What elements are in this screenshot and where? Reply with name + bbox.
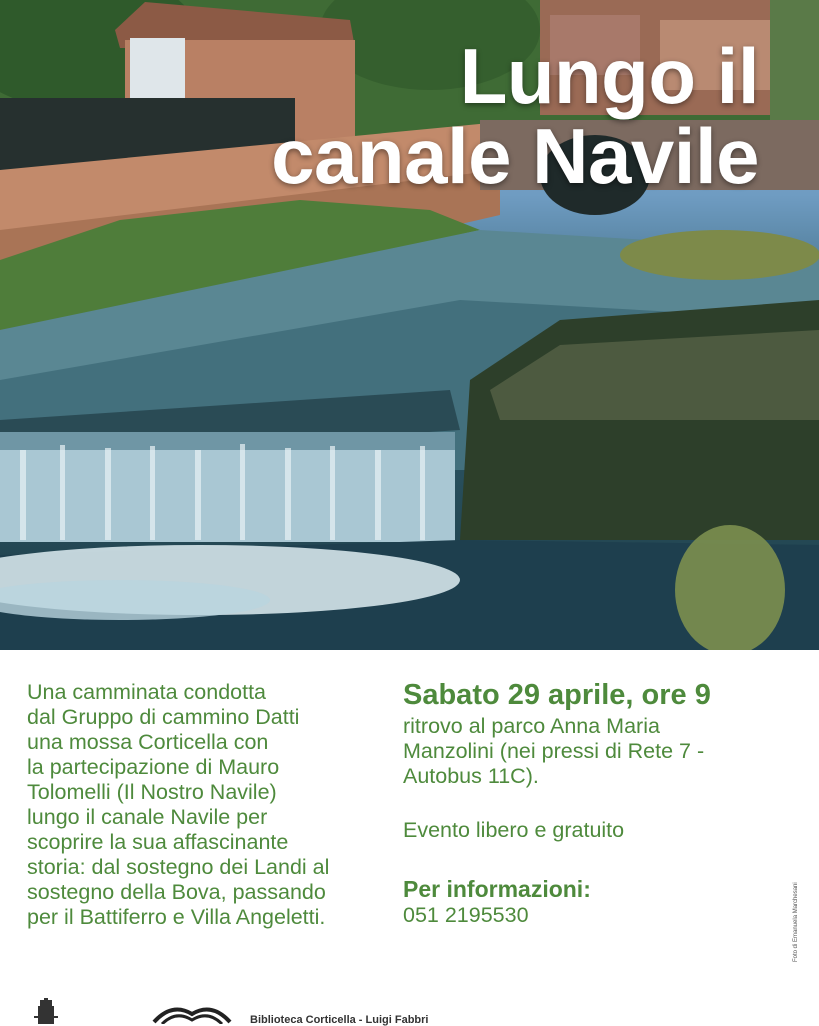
description-line: sostegno della Bova, passando [27, 880, 326, 904]
event-description [27, 680, 397, 930]
event-details [403, 678, 803, 928]
info-label: Per informazioni: [403, 876, 591, 902]
library-name: Biblioteca Corticella - Luigi Fabbri [250, 1014, 429, 1026]
free-event-note: Evento libero e gratuito [403, 818, 625, 842]
title-line-2: canale Navile [271, 112, 759, 200]
municipality-crest-icon [28, 998, 64, 1024]
meeting-line: ritrovo al parco Anna Maria [403, 714, 660, 738]
meeting-line: Manzolini (nei pressi di Rete 7 - [403, 739, 705, 763]
open-book-logo-icon [152, 1000, 232, 1024]
description-line: dal Gruppo di cammino Datti [27, 705, 300, 729]
description-line: scoprire la sua affascinante [27, 830, 289, 854]
photo-credit: Foto di Emanuela Marchesani [793, 882, 799, 962]
meeting-line: Autobus 11C). [403, 764, 539, 788]
description-line: lungo il canale Navile per [27, 805, 268, 829]
description-line: per il Battiferro e Villa Angeletti. [27, 905, 326, 929]
meeting-point [403, 714, 803, 789]
poster-title [139, 32, 759, 200]
title-line-1: Lungo il [459, 32, 759, 120]
description-line: la partecipazione di Mauro [27, 755, 280, 779]
description-line: una mossa Corticella con [27, 730, 269, 754]
phone-number[interactable]: 051 2195530 [403, 903, 529, 927]
event-date: Sabato 29 aprile, ore 9 [403, 679, 711, 711]
description-line: storia: dal sostegno dei Landi al [27, 855, 330, 879]
description-line: Una camminata condotta [27, 680, 267, 704]
description-line: Tolomelli (Il Nostro Navile) [27, 780, 277, 804]
